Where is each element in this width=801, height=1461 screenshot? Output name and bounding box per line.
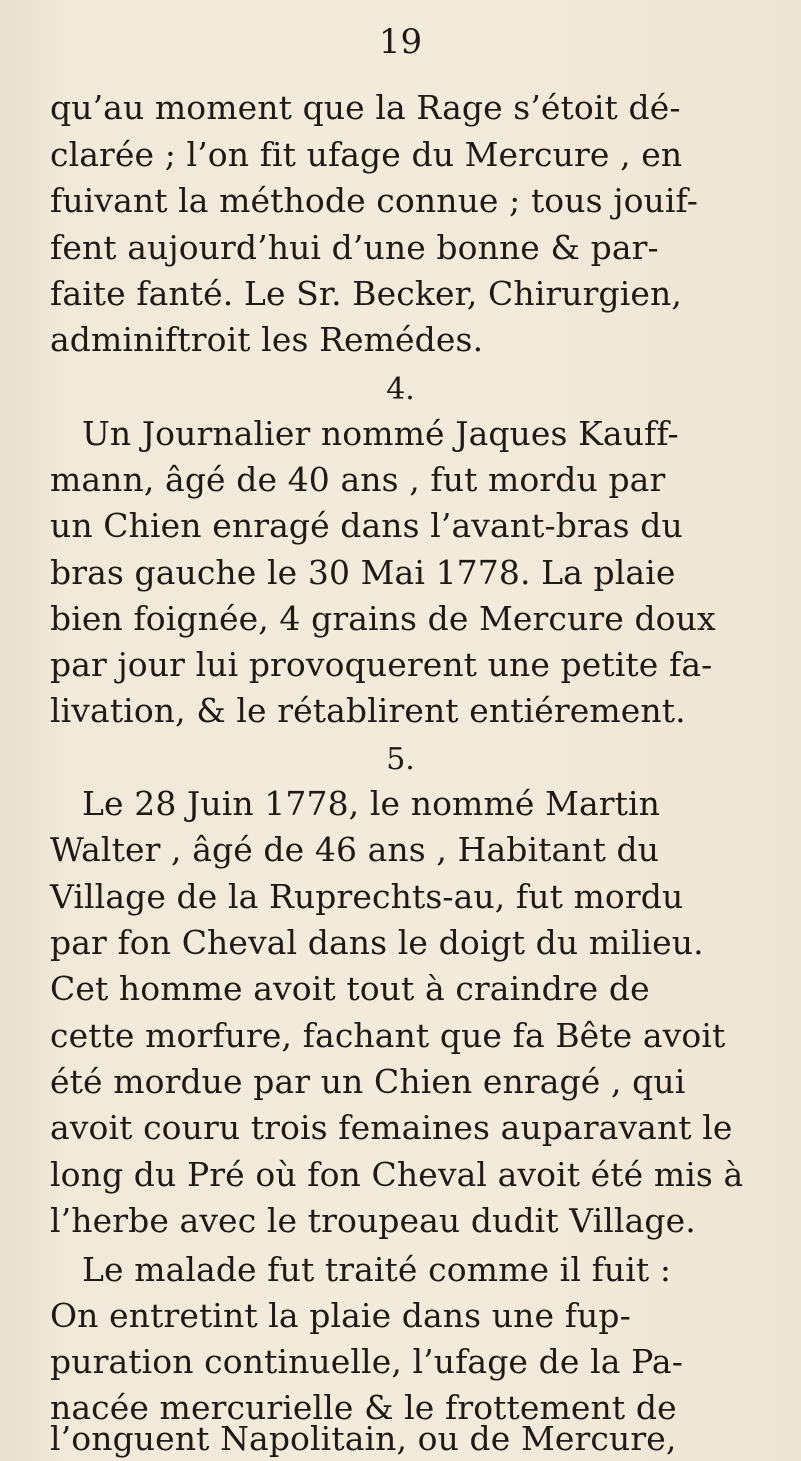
- text-line: faite fanté. Le Sr. Becker, Chirurgien,: [50, 274, 682, 313]
- text-line: Le malade fut traité comme il fuit :: [82, 1250, 672, 1289]
- text-line: livation, & le rétablirent entiérement.: [50, 691, 686, 730]
- text-line: fent aujourd’hui d’une bonne & par-: [50, 228, 659, 267]
- page-number: 19: [378, 22, 423, 62]
- text-line: nacée mercurielle & le frottement de: [50, 1388, 677, 1427]
- text-line: Le 28 Juin 1778, le nommé Martin: [82, 784, 660, 823]
- text-line: cette morfure, fachant que fa Bête avoit: [50, 1016, 726, 1055]
- text-line: bien foignée, 4 grains de Mercure doux: [50, 599, 716, 638]
- text-line: par jour lui provoquerent une petite fa-: [50, 645, 713, 684]
- text-line: Cet homme avoit tout à craindre de: [50, 969, 650, 1008]
- section-number: 4.: [386, 372, 415, 407]
- text-line: Walter , âgé de 46 ans , Habitant du: [50, 830, 660, 869]
- text-line: clarée ; l’on fit ufage du Mercure , en: [50, 135, 683, 174]
- text-line: avoit couru trois femaines auparavant le: [50, 1108, 733, 1147]
- text-line: Un Journalier nommé Jaques Kauff-: [82, 414, 679, 453]
- text-line: mann, âgé de 40 ans , fut mordu par: [50, 460, 666, 499]
- text-line: On entretint la plaie dans une fup-: [50, 1296, 631, 1335]
- text-line: Village de la Ruprechts-au, fut mordu: [50, 877, 684, 916]
- text-line: adminiftroit les Remédes.: [50, 320, 484, 359]
- text-line: bras gauche le 30 Mai 1778. La plaie: [50, 553, 676, 592]
- text-line: fuivant la méthode connue ; tous jouif-: [50, 181, 698, 220]
- text-line: l’onguent Napolitain, ou de Mercure,: [50, 1419, 677, 1458]
- text-line: été mordue par un Chien enragé , qui: [50, 1062, 686, 1101]
- text-line: qu’au moment que la Rage s’étoit dé-: [50, 88, 681, 127]
- text-line: l’herbe avec le troupeau dudit Village.: [50, 1201, 696, 1240]
- text-line: un Chien enragé dans l’avant-bras du: [50, 506, 683, 545]
- section-number: 5.: [386, 742, 415, 777]
- text-line: par fon Cheval dans le doigt du milieu.: [50, 923, 704, 962]
- text-line: puration continuelle, l’ufage de la Pa-: [50, 1342, 683, 1381]
- text-line: long du Pré où fon Cheval avoit été mis à: [50, 1155, 744, 1194]
